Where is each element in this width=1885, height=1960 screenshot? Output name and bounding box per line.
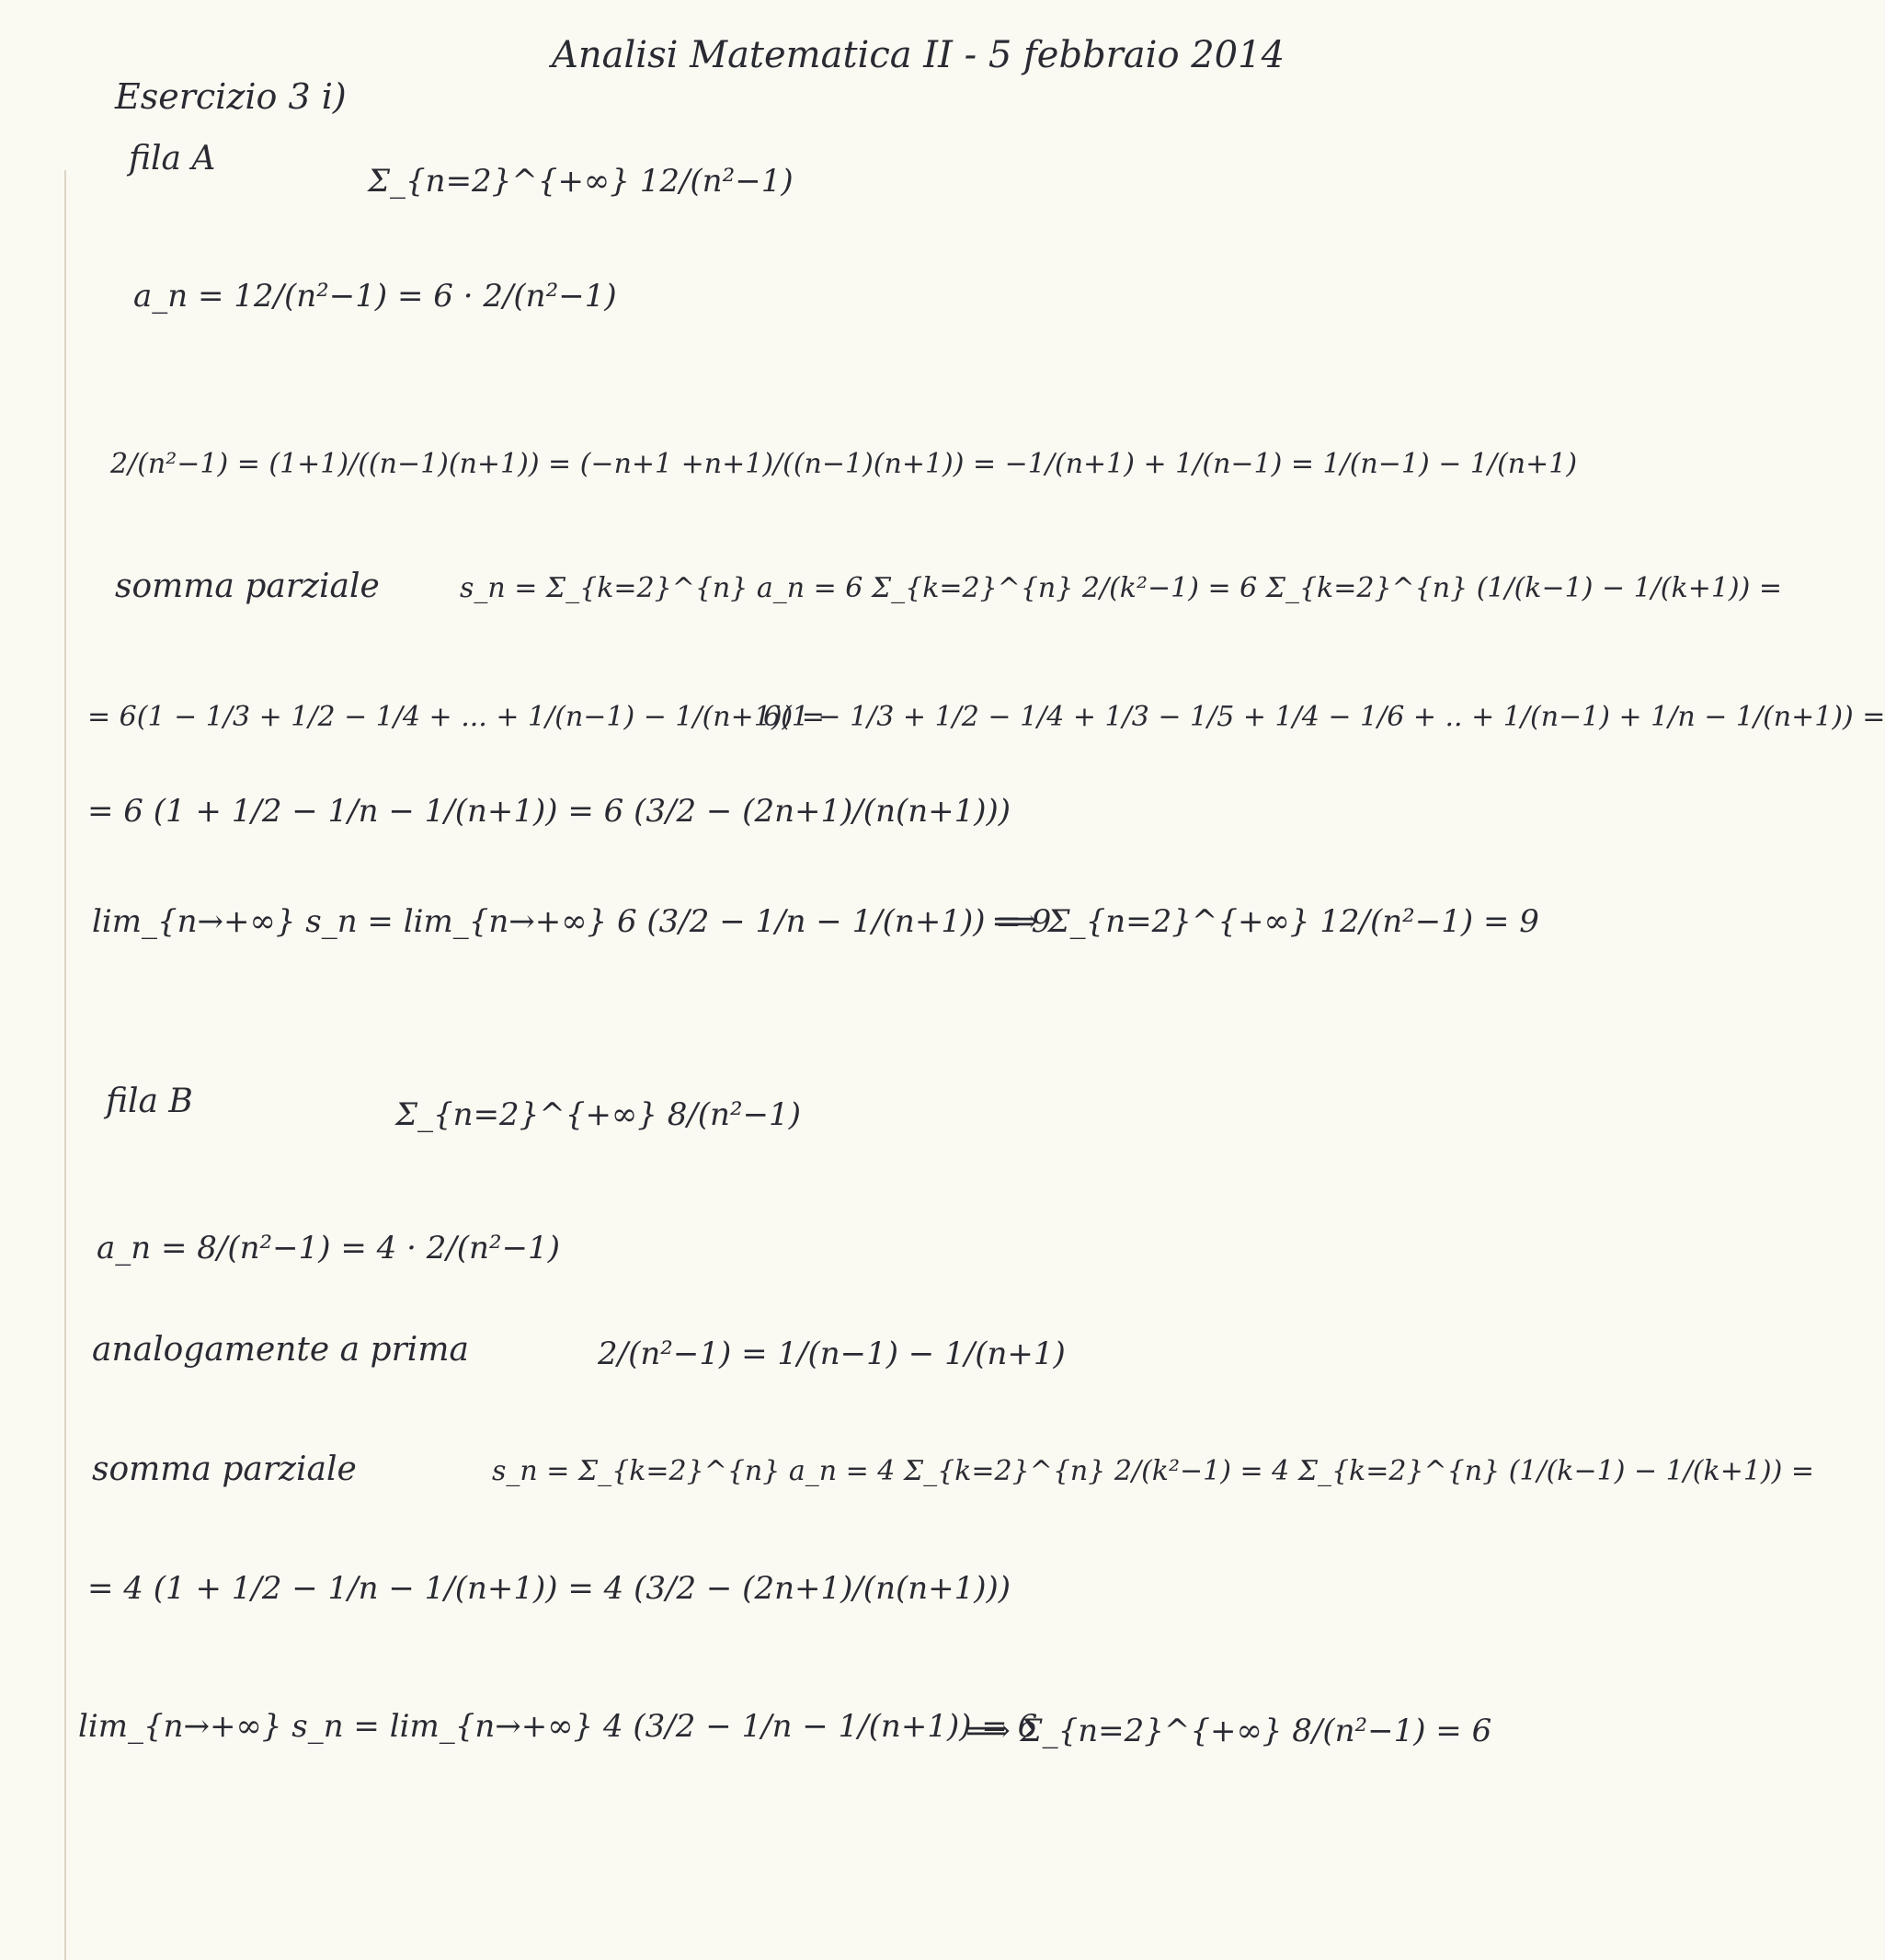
fila-a-partial-label: somma parziale — [115, 567, 380, 605]
fila-a-partial-sum: s_n = Σ_{k=2}^{n} a_n = 6 Σ_{k=2}^{n} 2/(k²−1) = 6 Σ_{k=2}^{n} (1/(k−1) − 1/(k+1)) = — [460, 572, 1782, 604]
fila-a-conclusion: ⟹ Σ_{n=2}^{+∞} 12/(n²−1) = 9 — [993, 903, 1539, 940]
fila-b-decomposition: 2/(n²−1) = 1/(n−1) − 1/(n+1) — [598, 1335, 1066, 1372]
fila-a-series: Σ_{n=2}^{+∞} 12/(n²−1) — [368, 163, 794, 200]
fila-b-analog-label: analogamente a prima — [92, 1331, 469, 1369]
fila-a-limit: lim_{n→+∞} s_n = lim_{n→+∞} 6 (3/2 − 1/n − 1/(n+1)) = 9 — [92, 903, 1052, 940]
fila-b-partial-sum: s_n = Σ_{k=2}^{n} a_n = 4 Σ_{k=2}^{n} 2/(k²−1) = 4 Σ_{k=2}^{n} (1/(k−1) − 1/(k+1)) = — [492, 1455, 1814, 1487]
fila-b-an: a_n = 8/(n²−1) = 4 · 2/(n²−1) — [97, 1230, 560, 1267]
fila-a-label: fila A — [129, 140, 216, 178]
fila-a-expansion-1: = 6(1 − 1/3 + 1/2 − 1/4 + ... + 1/(n−1) − 1/(n+1)) = — [87, 701, 825, 733]
fila-b-series: Σ_{n=2}^{+∞} 8/(n²−1) — [395, 1096, 801, 1133]
fila-b-simplified: = 4 (1 + 1/2 − 1/n − 1/(n+1)) = 4 (3/2 − (2n+1)/(n(n+1))) — [87, 1570, 1011, 1607]
fila-a-an: a_n = 12/(n²−1) = 6 · 2/(n²−1) — [133, 278, 617, 315]
fila-b-conclusion: ⟹ Σ_{n=2}^{+∞} 8/(n²−1) = 6 — [965, 1713, 1492, 1749]
fila-b-label: fila B — [106, 1083, 193, 1120]
fila-a-expansion-2: 6(1 − 1/3 + 1/2 − 1/4 + 1/3 − 1/5 + 1/4 − 1/6 + .. + 1/(n−1) + 1/n − 1/(n+1)) = — [763, 701, 1885, 733]
fila-b-partial-label: somma parziale — [92, 1450, 357, 1488]
fila-b-limit: lim_{n→+∞} s_n = lim_{n→+∞} 4 (3/2 − 1/n − 1/(n+1)) = 6 — [78, 1708, 1038, 1745]
page-title: Analisi Matematica II - 5 febbraio 2014 — [552, 34, 1285, 76]
margin-line — [64, 170, 66, 1960]
fila-a-decomposition: 2/(n²−1) = (1+1)/((n−1)(n+1)) = (−n+1 +n+1)/((n−1)(n+1)) = −1/(n+1) + 1/(n−1) = 1/(n−1) − 1/(n+1) — [110, 448, 1578, 480]
fila-a-simplified: = 6 (1 + 1/2 − 1/n − 1/(n+1)) = 6 (3/2 − (2n+1)/(n(n+1))) — [87, 793, 1011, 830]
exercise-heading: Esercizio 3 i) — [115, 76, 347, 117]
